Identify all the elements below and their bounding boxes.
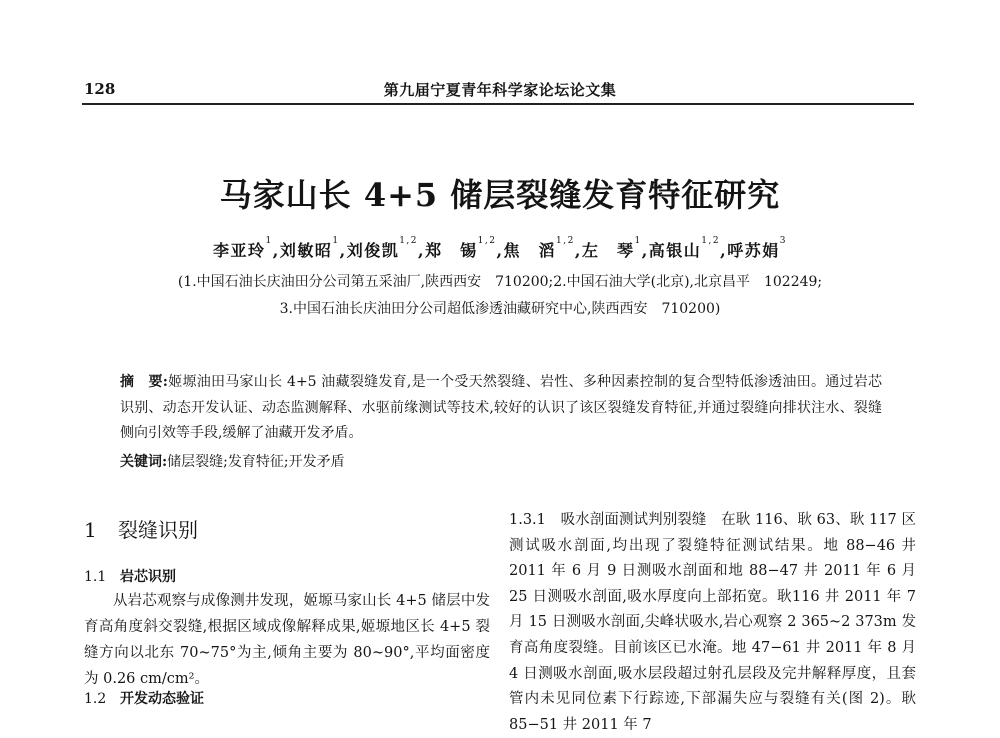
author-name: 郑 锡 — [425, 241, 478, 260]
section-title: 裂缝识别 — [118, 518, 198, 542]
paper-title: 马家山长 4+5 储层裂缝发育特征研究 — [219, 176, 781, 214]
abstract-text: 姬塬油田马家山长 4+5 油藏裂缝发育,是一个受天然裂缝、岩性、多种因素控制的复合型特低渗透油田。通过岩芯识别、动态开发认证、动态监测解释、水驱前缘测试等技术,较好的认识了该区裂缝发育特征,并通过裂缝向排状注水、裂缝侧向引效等手段,缓解了油藏开发矛盾。 — [120, 374, 882, 441]
subsection-number: 1.2 — [84, 691, 107, 707]
header-rule — [82, 103, 914, 105]
affiliation-line-1: (1.中国石油长庆油田分公司第五采油厂,陕西西安 710200;2.中国石油大学(北京),北京昌平 102249; — [177, 274, 823, 290]
keywords-label: 关键词: — [120, 454, 168, 470]
body-paragraph: 从岩芯观察与成像测井发现，姬塬马家山长 4+5 储层中发育高角度斜交裂缝,根据区域成像解释成果,姬塬地区长 4+5 裂缝方向以北东 70~75°为主,倾角主要为 80~90°,平均面密度为 0.26 cm/cm²。 — [84, 593, 490, 687]
author-name: 李亚玲 — [213, 241, 266, 260]
subsection-title: 开发动态验证 — [120, 691, 204, 707]
author-name: 刘俊凯 — [346, 241, 400, 260]
author-name: 高银山 — [648, 241, 702, 260]
body-paragraph — [509, 508, 916, 738]
keywords — [120, 451, 882, 471]
subsection-heading — [84, 688, 490, 708]
abstract-label: 摘 要: — [120, 374, 168, 390]
affiliation-line-2: 3.中国石油长庆油田分公司超低渗透油藏研究中心,陕西西安 710200) — [279, 301, 721, 317]
author-name: 焦 滔 — [503, 241, 557, 260]
subsubsection-heading: 1.3.1 吸水剖面测试判别裂缝 — [509, 512, 707, 528]
subsection-number: 1.1 — [84, 569, 107, 585]
author-name: 刘敏昭 — [279, 241, 333, 260]
paragraph-text: 在耿 116、耿 63、耿 117 区测试吸水剖面,均出现了裂缝特征测试结果。地 88−46 井 2011 年 6 月 9 日测吸水剖面和地 88−47 井 2011 年 6 月 25 日测吸水剖面,吸水厚度向上部拓宽。耿116 井 2011 年 7 月 15 日测吸水剖面,尖峰状吸水,岩心观察 2 365~2 373m 发育高角度裂缝。目前该区已水淹。地 47−61 井 2011 年 8 月 4 日测吸水剖面,吸水层段超过射孔层段及完井解释厚度，且套管内未见同位素下行踪迹,下部漏失应与裂缝有关(图 2)。耿 85−51 井 2011 年 7 — [509, 512, 916, 733]
author-list: 李亚玲$^1$,刘敏昭$^1$,刘俊凯$^{1,2}$,郑 锡$^{1,2}$,焦 滔$^{1,2}$,左 琴$^1$,高银山$^{1,2}$,呼苏娟$^3$ — [213, 236, 787, 260]
subsection-title: 岩芯识别 — [120, 569, 176, 585]
page-number: 128 — [84, 80, 116, 98]
section-heading — [84, 514, 490, 543]
author-name: 左 琴 — [581, 241, 635, 260]
subsection-heading — [84, 566, 490, 586]
keywords-text: 储层裂缝;发育特征;开发矛盾 — [167, 454, 345, 470]
journal-title: 第九届宁夏青年科学家论坛论文集 — [383, 81, 617, 99]
section-number: 1 — [84, 518, 97, 542]
abstract — [120, 370, 882, 447]
author-name: 呼苏娟 — [727, 241, 780, 260]
